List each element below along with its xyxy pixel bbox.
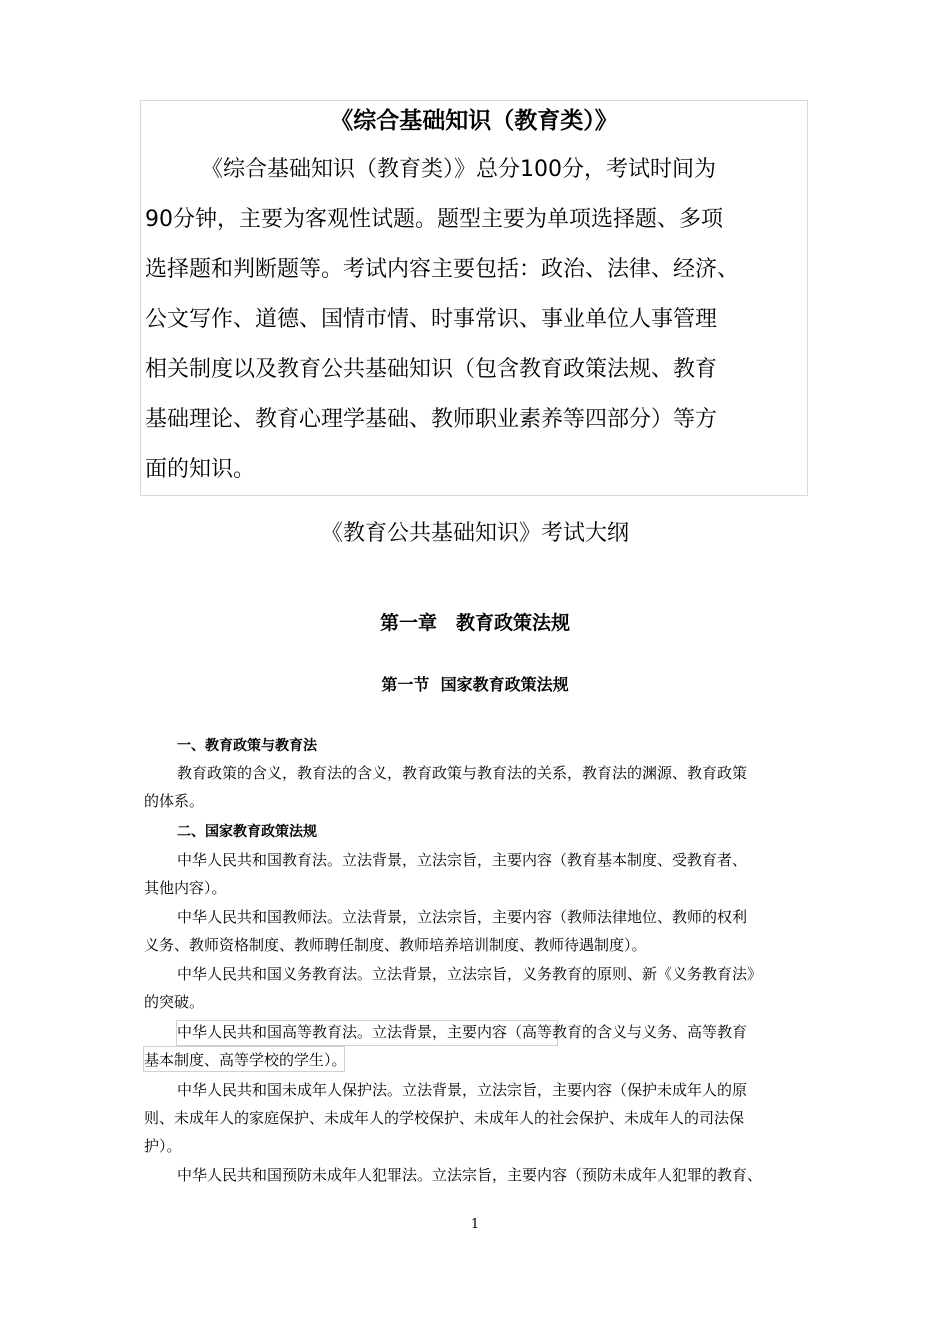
paragraph-line: 中华人民共和国预防未成年人犯罪法。立法宗旨，主要内容（预防未成年人犯罪的教育、 xyxy=(177,1166,763,1184)
outline-title: 《教育公共基础知识》考试大纲 xyxy=(320,521,629,546)
paragraph-line: 中华人民共和国教育法。立法背景，立法宗旨，主要内容（教育基本制度、受教育者、 xyxy=(177,851,748,869)
paragraph-line: 中华人民共和国义务教育法。立法背景，立法宗旨，义务教育的原则、新《义务教育法》 xyxy=(177,965,763,983)
paragraph-line: 护）。 xyxy=(144,1137,182,1155)
intro-box xyxy=(140,100,808,496)
intro-line: 公文写作、道德、国情市情、时事常识、事业单位人事管理 xyxy=(145,307,718,332)
paragraph-line: 基本制度、高等学校的学生）。 xyxy=(144,1051,347,1069)
intro-line: 相关制度以及教育公共基础知识（包含教育政策法规、教育 xyxy=(145,357,718,382)
intro-title: 《综合基础知识（教育类）》 xyxy=(330,108,618,134)
intro-line: 面的知识。 xyxy=(145,457,256,482)
paragraph-line: 则、未成年人的家庭保护、未成年人的学校保护、未成年人的社会保护、未成年人的司法保 xyxy=(144,1109,745,1127)
section-title: 第一节 国家教育政策法规 xyxy=(381,675,569,694)
intro-line: 基础理论、教育心理学基础、教师职业素养等四部分）等方 xyxy=(145,407,718,432)
paragraph-line: 其他内容）。 xyxy=(144,879,227,897)
paragraph-line: 的体系。 xyxy=(144,792,205,810)
intro-line: 《综合基础知识（教育类）》总分100分，考试时间为 xyxy=(201,157,716,182)
paragraph-line: 的突破。 xyxy=(144,993,205,1011)
intro-line: 90分钟，主要为客观性试题。题型主要为单项选择题、多项 xyxy=(145,207,723,232)
heading-national-policy: 二、国家教育政策法规 xyxy=(177,824,317,840)
page-number: 1 xyxy=(470,1217,480,1232)
paragraph-line: 教育政策的含义，教育法的含义，教育政策与教育法的关系，教育法的渊源、教育政策 xyxy=(177,764,748,782)
paragraph-line: 义务、教师资格制度、教师聘任制度、教师培养培训制度、教师待遇制度）。 xyxy=(144,936,647,954)
paragraph-line: 中华人民共和国高等教育法。立法背景，主要内容（高等教育的含义与义务、高等教育 xyxy=(177,1023,748,1041)
heading-policy-and-law: 一、教育政策与教育法 xyxy=(177,738,317,754)
chapter-title: 第一章 教育政策法规 xyxy=(379,612,570,634)
intro-line: 选择题和判断题等。考试内容主要包括：政治、法律、经济、 xyxy=(145,257,740,282)
paragraph-line: 中华人民共和国教师法。立法背景，立法宗旨，主要内容（教师法律地位、教师的权利 xyxy=(177,908,748,926)
paragraph-line: 中华人民共和国未成年人保护法。立法背景，立法宗旨，主要内容（保护未成年人的原 xyxy=(177,1081,748,1099)
